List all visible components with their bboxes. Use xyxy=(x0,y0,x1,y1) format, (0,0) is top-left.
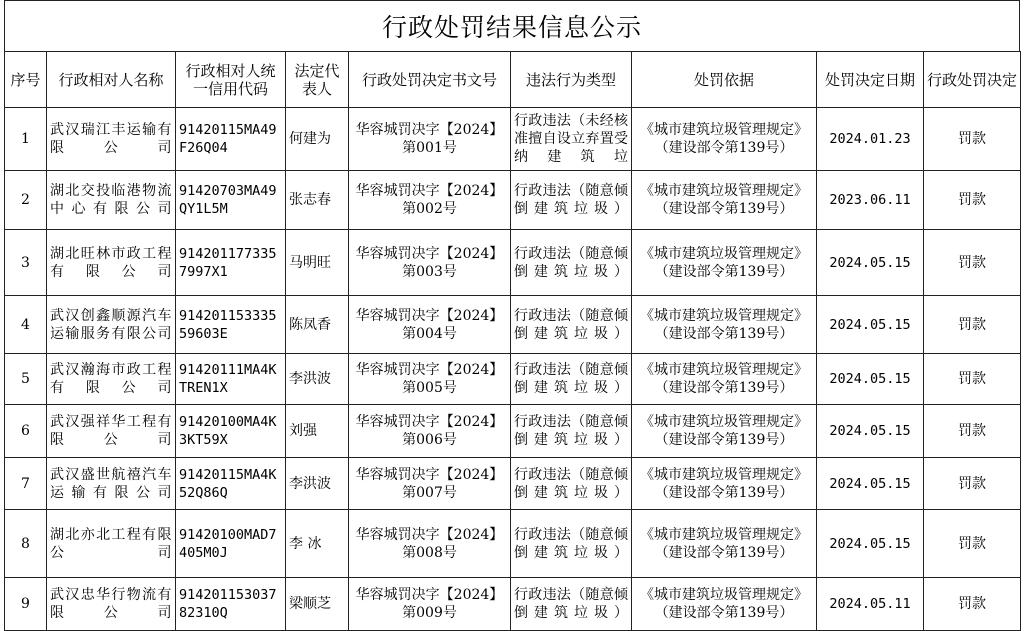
cell-party-name: 武汉瑞江丰运输有限公司 xyxy=(47,108,176,171)
cell-decision-no: 华容城罚决字【2024】第005号 xyxy=(349,354,511,405)
cell-decision: 罚款 xyxy=(924,578,1021,631)
cell-party-name: 武汉盛世航禧汽车运输有限公司 xyxy=(47,458,176,510)
cell-basis: 《城市建筑垃圾管理规定》（建设部令第139号） xyxy=(632,510,817,578)
cell-basis: 《城市建筑垃圾管理规定》（建设部令第139号） xyxy=(632,171,817,230)
cell-basis: 《城市建筑垃圾管理规定》（建设部令第139号） xyxy=(632,405,817,458)
cell-legal-rep: 何建为 xyxy=(286,108,349,171)
cell-party-name: 武汉瀚海市政工程有限公司 xyxy=(47,354,176,405)
cell-index: 9 xyxy=(5,578,47,631)
cell-legal-rep: 梁顺芝 xyxy=(286,578,349,631)
cell-decision-date: 2024.05.15 xyxy=(817,405,924,458)
cell-credit-code: 91420115MA4K52Q86Q xyxy=(176,458,286,510)
cell-violation-type: 行政违法（随意倾倒建筑垃圾） xyxy=(511,296,632,354)
cell-decision-date: 2024.05.15 xyxy=(817,354,924,405)
cell-index: 3 xyxy=(5,230,47,296)
cell-credit-code: 91420115333559603E xyxy=(176,296,286,354)
cell-violation-type: 行政违法（随意倾倒建筑垃圾） xyxy=(511,510,632,578)
cell-credit-code: 914201177335 7997X1 xyxy=(176,230,286,296)
cell-party-name: 湖北旺林市政工程有限公司 xyxy=(47,230,176,296)
cell-violation-type: 行政违法（随意倾倒建筑垃圾） xyxy=(511,171,632,230)
cell-party-name: 武汉创鑫顺源汽车运输服务有限公司 xyxy=(47,296,176,354)
cell-index: 8 xyxy=(5,510,47,578)
table-row xyxy=(5,108,1021,171)
cell-decision-date: 2024.05.15 xyxy=(817,296,924,354)
cell-credit-code: 91420703MA49QY1L5M xyxy=(176,171,286,230)
cell-decision: 罚款 xyxy=(924,510,1021,578)
cell-decision-no: 华容城罚决字【2024】第004号 xyxy=(349,296,511,354)
cell-legal-rep: 李 冰 xyxy=(286,510,349,578)
cell-legal-rep: 张志春 xyxy=(286,171,349,230)
header-decision-no: 行政处罚决定书文号 xyxy=(349,52,511,108)
cell-decision-date: 2023.06.11 xyxy=(817,171,924,230)
cell-decision-no: 华容城罚决字【2024】第006号 xyxy=(349,405,511,458)
cell-index: 2 xyxy=(5,171,47,230)
cell-party-name: 武汉忠华行物流有限公司 xyxy=(47,578,176,631)
cell-index: 5 xyxy=(5,354,47,405)
header-credit-code: 行政相对人统一信用代码 xyxy=(176,52,286,108)
cell-legal-rep: 马明旺 xyxy=(286,230,349,296)
header-row xyxy=(5,52,1021,108)
cell-index: 6 xyxy=(5,405,47,458)
cell-violation-type: 行政违法（随意倾倒建筑垃圾） xyxy=(511,354,632,405)
cell-decision-no: 华容城罚决字【2024】第007号 xyxy=(349,458,511,510)
cell-basis: 《城市建筑垃圾管理规定》（建设部令第139号） xyxy=(632,230,817,296)
cell-decision-date: 2024.05.15 xyxy=(817,458,924,510)
cell-credit-code: 91420115MA49F26Q04 xyxy=(176,108,286,171)
cell-violation-type: 行政违法（未经核准擅自设立弃置受纳建筑垃 xyxy=(511,108,632,171)
cell-decision: 罚款 xyxy=(924,458,1021,510)
cell-decision: 罚款 xyxy=(924,171,1021,230)
header-party-name: 行政相对人名称 xyxy=(47,52,176,108)
table-row xyxy=(5,230,1021,296)
header-index: 序号 xyxy=(5,52,47,108)
cell-decision: 罚款 xyxy=(924,108,1021,171)
cell-decision-date: 2024.05.11 xyxy=(817,578,924,631)
cell-decision-date: 2024.01.23 xyxy=(817,108,924,171)
table-row xyxy=(5,405,1021,458)
header-legal-rep: 法定代表人 xyxy=(286,52,349,108)
cell-decision-date: 2024.05.15 xyxy=(817,230,924,296)
cell-index: 1 xyxy=(5,108,47,171)
cell-decision: 罚款 xyxy=(924,405,1021,458)
cell-credit-code: 91420100MA4K3KT59X xyxy=(176,405,286,458)
cell-party-name: 湖北交投临港物流中心有限公司 xyxy=(47,171,176,230)
cell-legal-rep: 李洪波 xyxy=(286,458,349,510)
cell-decision-no: 华容城罚决字【2024】第001号 xyxy=(349,108,511,171)
cell-index: 4 xyxy=(5,296,47,354)
cell-credit-code: 91420100MAD7405M0J xyxy=(176,510,286,578)
cell-violation-type: 行政违法（随意倾倒建筑垃圾） xyxy=(511,458,632,510)
header-decision-date: 处罚决定日期 xyxy=(817,52,924,108)
header-decision: 行政处罚决定 xyxy=(924,52,1021,108)
cell-legal-rep: 陈凤香 xyxy=(286,296,349,354)
document-sheet xyxy=(4,0,1020,629)
cell-decision: 罚款 xyxy=(924,230,1021,296)
cell-violation-type: 行政违法（随意倾倒建筑垃圾） xyxy=(511,405,632,458)
cell-decision-date: 2024.05.15 xyxy=(817,510,924,578)
table-row xyxy=(5,296,1021,354)
cell-decision-no: 华容城罚决字【2024】第003号 xyxy=(349,230,511,296)
page-title: 行政处罚结果信息公示 xyxy=(4,0,1020,52)
cell-basis: 《城市建筑垃圾管理规定》（建设部令第139号） xyxy=(632,296,817,354)
cell-basis: 《城市建筑垃圾管理规定》（建设部令第139号） xyxy=(632,578,817,631)
cell-legal-rep: 李洪波 xyxy=(286,354,349,405)
cell-credit-code: 91420115303782310Q xyxy=(176,578,286,631)
cell-party-name: 武汉强祥华工程有限公司 xyxy=(47,405,176,458)
cell-decision-no: 华容城罚决字【2024】第009号 xyxy=(349,578,511,631)
cell-decision: 罚款 xyxy=(924,354,1021,405)
cell-violation-type: 行政违法（随意倾倒建筑垃圾） xyxy=(511,578,632,631)
table-row xyxy=(5,354,1021,405)
cell-credit-code: 91420111MA4KTREN1X xyxy=(176,354,286,405)
cell-basis: 《城市建筑垃圾管理规定》（建设部令第139号） xyxy=(632,458,817,510)
cell-violation-type: 行政违法（随意倾倒建筑垃圾） xyxy=(511,230,632,296)
table-row xyxy=(5,171,1021,230)
cell-decision-no: 华容城罚决字【2024】第008号 xyxy=(349,510,511,578)
cell-decision: 罚款 xyxy=(924,296,1021,354)
penalty-table xyxy=(4,51,1021,631)
cell-party-name: 湖北亦北工程有限公司 xyxy=(47,510,176,578)
header-violation-type: 违法行为类型 xyxy=(511,52,632,108)
table-row xyxy=(5,458,1021,510)
table-row xyxy=(5,510,1021,578)
cell-basis: 《城市建筑垃圾管理规定》（建设部令第139号） xyxy=(632,108,817,171)
cell-legal-rep: 刘强 xyxy=(286,405,349,458)
header-basis: 处罚依据 xyxy=(632,52,817,108)
cell-basis: 《城市建筑垃圾管理规定》（建设部令第139号） xyxy=(632,354,817,405)
cell-index: 7 xyxy=(5,458,47,510)
cell-decision-no: 华容城罚决字【2024】第002号 xyxy=(349,171,511,230)
table-row xyxy=(5,578,1021,631)
